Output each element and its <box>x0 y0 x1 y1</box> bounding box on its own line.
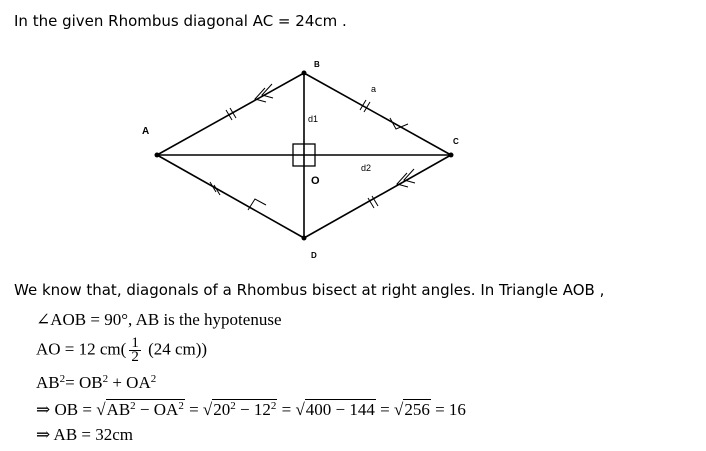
side-cd <box>304 155 451 238</box>
vertex-b <box>302 71 307 76</box>
vertex-c <box>449 153 454 158</box>
tick-marks-bc <box>360 100 370 112</box>
label-d1: d1 <box>308 114 319 124</box>
intro-text: In the given Rhombus diagonal AC = 24cm . <box>14 12 347 30</box>
step-4: ⇒ OB = $√AB^2 - OA^2 = √20^2 - 12^2 = √400 - 144 = √256 = 16$ <box>36 400 466 419</box>
step-1: ∠AOB = 90°, AB is the hypotenuse <box>36 310 282 329</box>
label-d2: d2 <box>361 163 372 173</box>
vertex-a <box>155 153 160 158</box>
label-b: B <box>314 60 320 69</box>
label-o: O <box>311 175 320 187</box>
step-2: AO = 12 cm( $\frac{1}{2}$ (24 cm)) <box>36 335 208 365</box>
label-a: A <box>142 126 150 137</box>
step-3: $AB^2= OB^2 + OA^2$ <box>36 373 157 392</box>
fraction-half: $\frac{1}{2}$ <box>131 335 139 365</box>
side-ab <box>157 73 304 155</box>
vertex-d <box>302 236 307 241</box>
statement-text: We know that, diagonals of a Rhombus bisect at right angles. In Triangle AOB , <box>14 281 605 299</box>
side-bc <box>304 73 451 155</box>
label-d: D <box>311 251 317 260</box>
arrow-bc <box>390 118 408 129</box>
side-da <box>157 155 304 238</box>
step-5: ⇒ AB = 32cm <box>36 425 134 444</box>
label-a-side: a <box>371 84 377 94</box>
label-c: C <box>453 137 459 146</box>
